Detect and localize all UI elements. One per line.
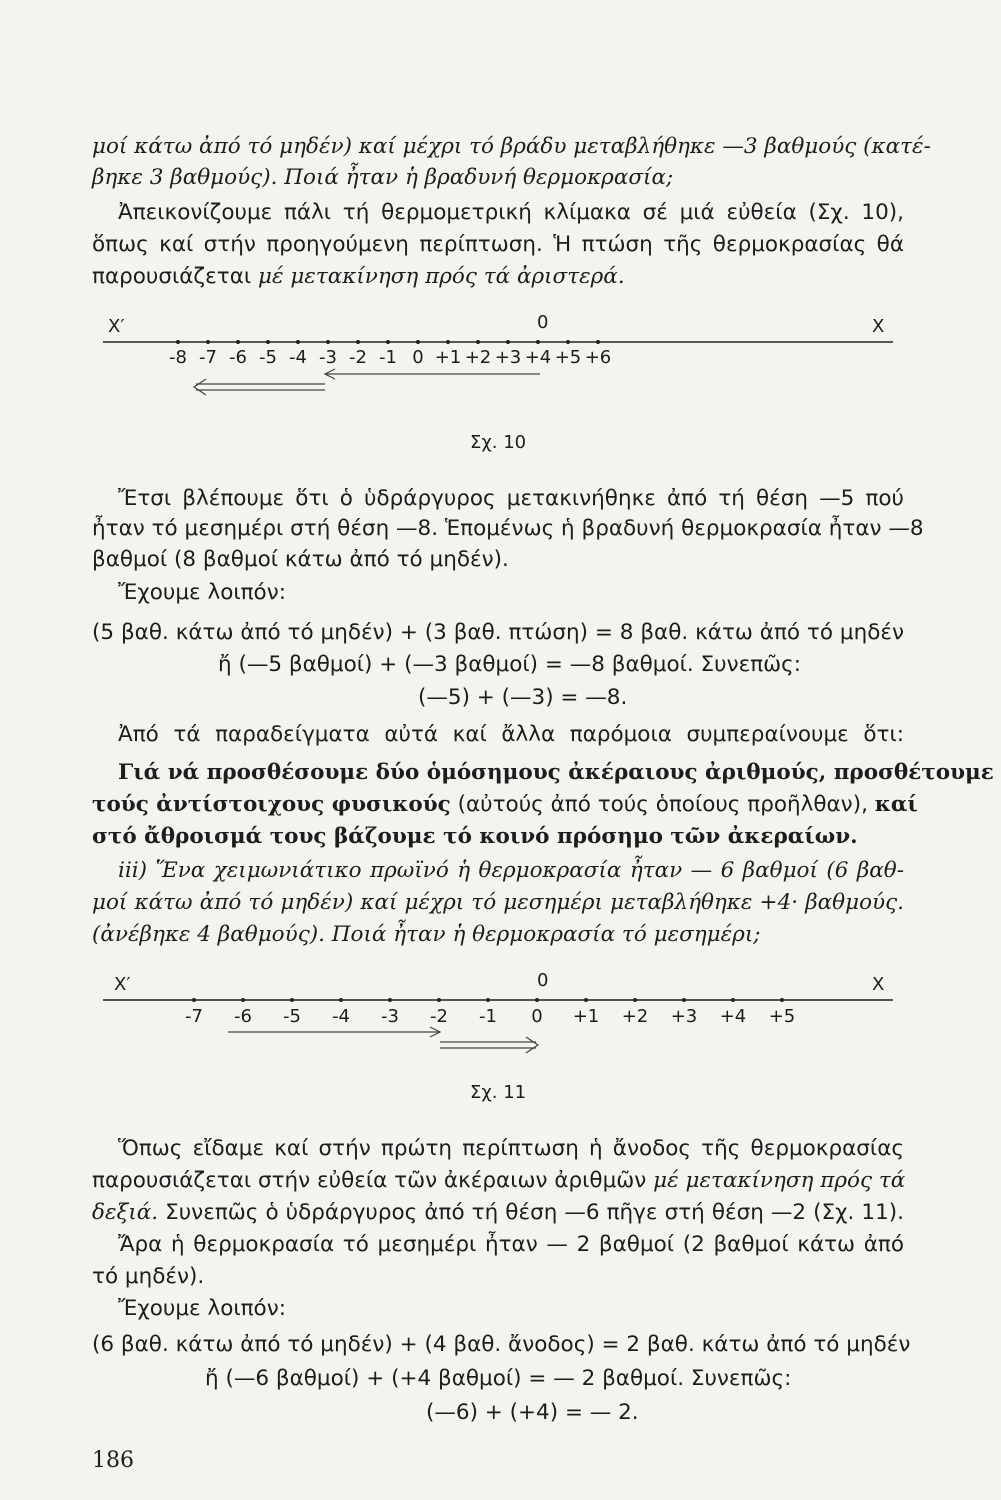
tick-label: -7 (199, 347, 217, 368)
tick-group (185, 998, 795, 1027)
arrow-small (325, 369, 540, 379)
tick-mark (584, 998, 588, 1002)
tick-mark (386, 340, 390, 344)
tick-mark (416, 340, 420, 344)
tick-label: -1 (479, 1006, 497, 1027)
tick-mark (446, 340, 450, 344)
tick-label: -3 (381, 1006, 399, 1027)
tick-label: +5 (768, 1006, 796, 1027)
paragraph-6-line-3 (92, 1198, 904, 1228)
figure-11-caption: Σχ. 11 (470, 1082, 527, 1103)
tick-label: +1 (572, 1006, 600, 1027)
axis-label-x: X (872, 974, 885, 995)
paragraph-6-line-4: Ἄρα ἡ θερμοκρασία τό μεσημέρι ἦταν — 2 βαθμοί (2 βαθμοί κάτω ἀπό (118, 1232, 904, 1257)
tick-mark (633, 998, 637, 1002)
paragraph-6-line-2-italic: μέ μετακίνηση πρός τά (653, 1168, 906, 1193)
paragraph-3-line-4: Ἔχουμε λοιπόν: (118, 580, 286, 605)
paragraph-3-line-3: βαθμοί (8 βαθμοί κάτω ἀπό τό μηδέν). (92, 547, 509, 572)
paragraph-3-line-2: ἦταν τό μεσημέρι στή θέση —8. Ἑπομένως ἡ βραδυνή θερμοκρασία ἦταν —8 (92, 516, 924, 541)
equation-1-line-3: (—5) + (—3) = —8. (418, 685, 628, 710)
equation-2-line-1: (6 βαθ. κάτω ἀπό τό μηδέν) + (4 βαθ. ἄνοδος) = 2 βαθ. κάτω ἀπό τό μηδέν (92, 1332, 911, 1357)
tick-label: -4 (289, 347, 307, 368)
paragraph-6-line-2 (92, 1166, 904, 1196)
axis-label-origin: 0 (537, 970, 549, 991)
tick-mark (388, 998, 392, 1002)
tick-label: 0 (531, 1006, 543, 1027)
tick-mark (536, 340, 540, 344)
tick-mark (206, 340, 210, 344)
arrow-double (440, 1037, 538, 1053)
tick-label: +3 (494, 347, 522, 368)
tick-label: +3 (670, 1006, 698, 1027)
tick-mark (682, 998, 686, 1002)
tick-label: -4 (332, 1006, 350, 1027)
tick-mark (506, 340, 510, 344)
tick-mark (266, 340, 270, 344)
paragraph-2-line-3-plain: παρουσιάζεται (92, 264, 258, 289)
tick-mark (236, 340, 240, 344)
rule-line-2 (92, 790, 918, 820)
number-line-figure-10 (0, 300, 1001, 430)
paragraph-2-line-2: ὅπως καί στήν προηγούμενη περίπτωση. Ἡ πτώση τῆς θερμοκρασίας θά (92, 232, 904, 257)
tick-mark (192, 998, 196, 1002)
tick-group (169, 340, 611, 368)
tick-label: -5 (259, 347, 277, 368)
tick-mark (326, 340, 330, 344)
paragraph-3-line-1: Ἔτσι βλέπουμε ὅτι ὁ ὑδράργυρος μετακινήθηκε ἀπό τή θέση —5 πού (118, 486, 904, 511)
tick-mark (486, 998, 490, 1002)
rule-line-2-plain: (αὐτούς ἀπό τούς ὁποίους προῆλθαν), (450, 792, 875, 817)
tick-label: 0 (412, 347, 424, 368)
paragraph-2-line-3-italic: μέ μετακίνηση πρός τά ἀριστερά. (257, 264, 625, 289)
tick-mark (535, 998, 539, 1002)
paragraph-6-line-2-plain: παρουσιάζεται στήν εὐθεία τῶν ἀκέραιων ἀριθμῶν (92, 1168, 654, 1193)
tick-mark (780, 998, 784, 1002)
paragraph-4-line-1: Ἀπό τά παραδείγματα αὐτά καί ἄλλα παρόμοια συμπεραίνουμε ὅτι: (118, 722, 904, 747)
tick-mark (176, 340, 180, 344)
tick-label: -2 (430, 1006, 448, 1027)
axis-label-x-prime: X′ (108, 316, 125, 337)
arrow-double (194, 379, 325, 395)
tick-label: +2 (464, 347, 492, 368)
paragraph-5-line-3: (ἀνέβηκε 4 βαθμούς). Ποιά ἦταν ἡ θερμοκρασία τό μεσημέρι; (92, 922, 761, 947)
tick-mark (339, 998, 343, 1002)
paragraph-5-line-1: iii) Ἕνα χειμωνιάτικο πρωϊνό ἡ θερμοκρασία ἦταν — 6 βαθμοί (6 βαθ- (118, 858, 904, 883)
tick-mark (241, 998, 245, 1002)
tick-mark (296, 340, 300, 344)
rule-line-2-bold: τούς ἀντίστοιχους φυσικούς (92, 792, 451, 817)
rule-line-1: Γιά νά προσθέσουμε δύο ὁμόσημους ἀκέραιους ἀριθμούς, προσθέτουμε (118, 760, 994, 785)
tick-label: +4 (524, 347, 552, 368)
tick-label: -3 (319, 347, 337, 368)
rule-line-2-bold-end: καί (874, 792, 918, 817)
axis-label-x: X (872, 316, 885, 337)
tick-label: -6 (234, 1006, 252, 1027)
figure-10-caption: Σχ. 10 (470, 432, 527, 453)
tick-label: -8 (169, 347, 187, 368)
tick-label: +6 (584, 347, 612, 368)
paragraph-1-line-2: βηκε 3 βαθμούς). Ποιά ἦταν ἡ βραδυνή θερμοκρασία; (92, 165, 674, 190)
tick-label: -5 (283, 1006, 301, 1027)
axis-label-origin: 0 (537, 312, 549, 333)
equation-1-line-1: (5 βαθ. κάτω ἀπό τό μηδέν) + (3 βαθ. πτώση) = 8 βαθ. κάτω ἀπό τό μηδέν (92, 620, 904, 645)
paragraph-6-line-3-italic: δεξιά. (92, 1200, 159, 1225)
tick-label: -6 (229, 347, 247, 368)
tick-label: -1 (379, 347, 397, 368)
paragraph-6-line-6: Ἔχουμε λοιπόν: (118, 1296, 286, 1321)
arrow-single (228, 1027, 440, 1037)
number-line-figure-11 (0, 960, 1001, 1080)
tick-label: +5 (554, 347, 582, 368)
tick-label: -7 (185, 1006, 203, 1027)
equation-1-line-2: ἤ (—5 βαθμοί) + (—3 βαθμοί) = —8 βαθμοί. Συνεπῶς: (218, 652, 802, 677)
tick-label: -2 (349, 347, 367, 368)
rule-line-3: στό ἄθροισμά τους βάζουμε τό κοινό πρόσημο τῶν ἀκεραίων. (92, 824, 858, 849)
tick-mark (566, 340, 570, 344)
tick-mark (731, 998, 735, 1002)
tick-label: +2 (621, 1006, 649, 1027)
page-number: 186 (92, 1448, 134, 1473)
equation-2-line-2: ἤ (—6 βαθμοί) + (+4 βαθμοί) = — 2 βαθμοί. Συνεπῶς: (205, 1366, 792, 1391)
tick-mark (356, 340, 360, 344)
paragraph-6-line-1: Ὅπως εἴδαμε καί στήν πρώτη περίπτωση ἡ ἄνοδος τῆς θερμοκρασίας (118, 1136, 904, 1161)
tick-mark (476, 340, 480, 344)
paragraph-6-line-5: τό μηδέν). (92, 1264, 205, 1289)
paragraph-2-line-1: Ἀπεικονίζουμε πάλι τή θερμομετρική κλίμακα σέ μιά εὐθεία (Σχ. 10), (118, 200, 904, 225)
tick-label: +4 (719, 1006, 747, 1027)
tick-label: +1 (434, 347, 462, 368)
tick-mark (290, 998, 294, 1002)
paragraph-6-line-3-plain: Συνεπῶς ὁ ὑδράργυρος ἀπό τή θέση —6 πῆγε στή θέση —2 (Σχ. 11). (158, 1200, 904, 1225)
tick-mark (596, 340, 600, 344)
paragraph-1-line-1: μοί κάτω ἀπό τό μηδέν) καί μέχρι τό βράδυ μεταβλήθηκε —3 βαθμούς (κατέ- (92, 134, 931, 159)
equation-2-line-3: (—6) + (+4) = — 2. (426, 1400, 639, 1425)
axis-label-x-prime: X′ (114, 974, 131, 995)
paragraph-2-line-3 (92, 262, 904, 292)
tick-mark (437, 998, 441, 1002)
paragraph-5-line-2: μοί κάτω ἀπό τό μηδέν) καί μέχρι τό μεσημέρι μεταβλήθηκε +4· βαθμούς. (92, 890, 904, 915)
